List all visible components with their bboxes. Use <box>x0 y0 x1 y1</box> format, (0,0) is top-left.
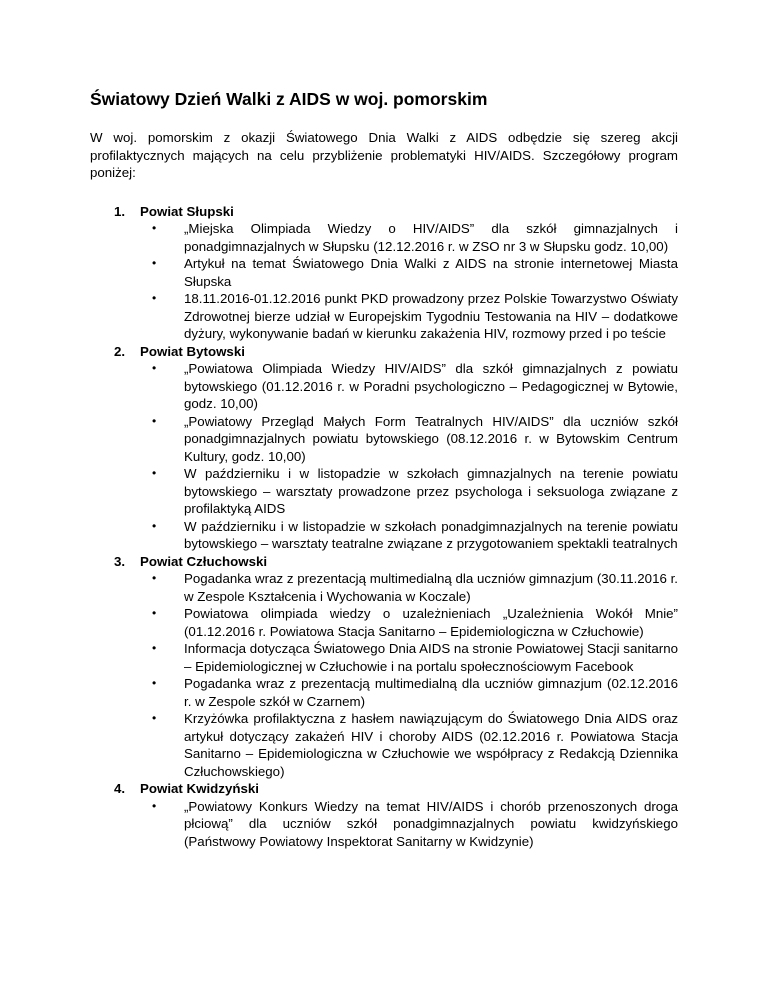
list-item <box>90 570 678 605</box>
section-number: 3. <box>114 553 126 569</box>
list-item-text: „Powiatowy Przegląd Małych Form Teatralnych HIV/AIDS” dla uczniów szkół ponadgimnazjalnych powiatu bytowskiego (08.12.2016 r. w Bytowskim Centrum Kultury, godz. 10,00) <box>184 413 678 464</box>
section-item <box>90 780 678 850</box>
event-list <box>140 798 678 851</box>
list-item-text: Pogadanka wraz z prezentacją multimedialną dla uczniów gimnazjum (30.11.2016 r. w Zespole Kształcenia i Wychowania w Koczale) <box>184 571 678 604</box>
bullet-icon: • <box>152 256 157 270</box>
event-list <box>140 360 678 553</box>
bullet-icon: • <box>152 641 157 655</box>
list-item-text: Powiatowa olimpiada wiedzy o uzależnieniach „Uzależnienia Wokół Mnie” (01.12.2016 r. Powiatowa Stacja Sanitarno – Epidemiologiczna w Człuchowie) <box>184 606 678 639</box>
bullet-icon: • <box>152 798 157 813</box>
section-title: Powiat Kwidzyński <box>140 781 259 796</box>
section-number: 1. <box>114 203 126 219</box>
section-list <box>90 203 678 851</box>
list-item-text: W październiku i w listopadzie w szkołach gimnazjalnych na terenie powiatu bytowskiego – warsztaty prowadzone przez psychologa i seksuologa związane z profilaktyką AIDS <box>184 466 678 516</box>
page-title: Światowy Dzień Walki z AIDS w woj. pomorskim <box>90 89 488 109</box>
bullet-icon: • <box>152 606 157 620</box>
list-item <box>90 605 678 640</box>
list-item-text: Informacja dotycząca Światowego Dnia AIDS na stronie Powiatowej Stacji sanitarno – Epidemiologicznej w Człuchowie i na portalu społecznościowym Facebook <box>184 641 678 674</box>
section-title: Powiat Słupski <box>140 203 234 219</box>
bullet-icon: • <box>152 711 157 725</box>
bullet-icon: • <box>152 291 157 305</box>
list-item-text: W październiku i w listopadzie w szkołach ponadgimnazjalnych na terenie powiatu bytowskiego – warsztaty teatralne związane z przygotowaniem spektakli teatralnych <box>184 518 678 551</box>
list-item <box>90 360 678 413</box>
bullet-icon: • <box>152 413 157 428</box>
document-page <box>90 88 678 850</box>
list-item-text: „Powiatowa Olimpiada Wiedzy HIV/AIDS” dla szkół gimnazjalnych z powiatu bytowskiego (01.12.2016 r. w Poradni psychologiczno – Pedagogicznej w Bytowie, godz. 10,00) <box>184 361 678 411</box>
bullet-icon: • <box>152 466 157 480</box>
list-item-text: „Powiatowy Konkurs Wiedzy na temat HIV/AIDS i chorób przenoszonych droga płciową” dla uczniów szkół ponadgimnazjalnych powiatu kwidzyńskiego (Państwowy Powiatowy Inspektorat Sanitarny w Kwidzynie) <box>184 798 678 849</box>
bullet-icon: • <box>152 221 157 235</box>
list-item <box>90 675 678 710</box>
list-item-text: Artykuł na temat Światowego Dnia Walki z AIDS na stronie internetowej Miasta Słupska <box>184 256 678 289</box>
list-item <box>90 413 678 466</box>
section-item <box>90 553 678 781</box>
event-list <box>140 220 678 343</box>
section-item <box>90 203 678 343</box>
list-item <box>90 220 678 255</box>
section-item <box>90 343 678 553</box>
list-item <box>90 465 678 518</box>
section-number: 2. <box>114 343 126 359</box>
list-item-text: Pogadanka wraz z prezentacją multimedialną dla uczniów gimnazjum (02.12.2016 r. w Zespole szkół w Czarnem) <box>184 676 678 709</box>
list-item <box>90 290 678 343</box>
list-item <box>90 255 678 290</box>
section-number: 4. <box>114 781 126 796</box>
list-item-text: „Miejska Olimpiada Wiedzy o HIV/AIDS” dla szkół gimnazjalnych i ponadgimnazjalnych w Słupsku (12.12.2016 r. w ZSO nr 3 w Słupsku godz. 10,00) <box>184 221 678 254</box>
section-title: Powiat Człuchowski <box>140 553 268 569</box>
list-item <box>90 518 678 553</box>
intro-paragraph: W woj. pomorskim z okazji Światowego Dnia Walki z AIDS odbędzie się szereg akcji profilaktycznych mających na celu przybliżenie problematyki HIV/AIDS. Szczegółowy program poniżej: <box>90 130 678 180</box>
section-title: Powiat Bytowski <box>140 343 245 359</box>
bullet-icon: • <box>152 676 157 690</box>
list-item-text: Krzyżówka profilaktyczna z hasłem nawiązującym do Światowego Dnia AIDS oraz artykuł dotyczący zakażeń HIV i choroby AIDS (02.12.2016 r. Powiatowa Stacja Sanitarno – Epidemiologiczna w Człuchowie we współpracy z Redakcją Dziennika Człuchowskiego) <box>184 711 678 779</box>
event-list <box>140 570 678 780</box>
bullet-icon: • <box>152 518 157 533</box>
list-item <box>90 640 678 675</box>
bullet-icon: • <box>152 361 157 375</box>
list-item <box>90 710 678 780</box>
list-item <box>90 798 678 851</box>
list-item-text: 18.11.2016-01.12.2016 punkt PKD prowadzony przez Polskie Towarzystwo Oświaty Zdrowotnej bierze udział w Europejskim Tygodniu Testowania na HIV – dodatkowe dyżury, wykonywanie badań w kierunku zakażenia HIV, rozmowy przed i po teście <box>184 291 678 341</box>
bullet-icon: • <box>152 571 157 585</box>
